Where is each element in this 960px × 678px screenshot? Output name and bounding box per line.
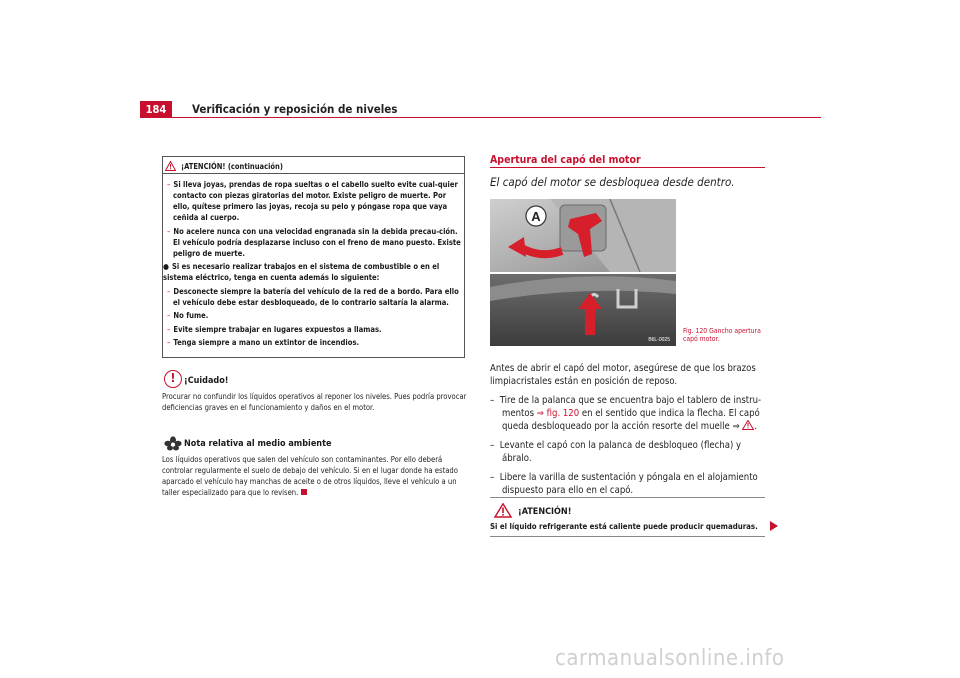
caution-text: Procurar no confundir los líquidos operativos al reponer los niveles. Pues podría provocar deficiencias graves en el funcionamiento y daños en el motor. xyxy=(162,392,467,412)
warning-subitem: – Desconecte siempre la batería del vehículo de la red de a bordo. Para ello el vehículo debe estar desbloqueado, de lo contrario saltaría la alarma. xyxy=(167,286,459,307)
environment-leaf-icon xyxy=(164,436,182,452)
warning-item: – No acelere nunca con una velocidad engranada sin la debida precau-ción. El vehículo podría desplazarse incluso con el freno de mano puesto. Existe peligro de muerte. xyxy=(167,226,461,258)
warning-subitem: – Evite siempre trabajar en lugares expuestos a llamas. xyxy=(167,324,382,334)
end-marker-icon xyxy=(301,489,307,495)
attention-box xyxy=(490,497,765,537)
warning-bullet: ● Si es necesario realizar trabajos en el sistema de combustible o en el sistema eléctrico, tenga en cuenta además lo siguiente: xyxy=(163,262,440,282)
section-title: Apertura del capó del motor xyxy=(490,154,641,166)
watermark: carmanualsonline.info xyxy=(555,646,785,671)
warning-box xyxy=(162,156,465,358)
warning-triangle-icon xyxy=(494,503,512,518)
warning-heading-text: ¡ATENCIÓN! (continuación) xyxy=(181,161,283,171)
page-number: 184 xyxy=(140,101,172,118)
step-item: – Tire de la palanca que se encuentra bajo el tablero de instru-mentos ⇒ fig. 120 en el sentido que indica la flecha. El capó queda desbloqueado por la acción resorte del muelle ⇒ . xyxy=(490,395,762,432)
step-item: – Levante el capó con la palanca de desbloqueo (flecha) y ábralo. xyxy=(490,440,742,464)
warning-subitem: – No fume. xyxy=(167,311,209,320)
environment-note-text: Los líquidos operativos que salen del vehículo son contaminantes. Por ello deberá controlar regularmente el suelo de debajo del vehículo. Si en el lugar donde ha estado aparcado el vehículo hay manchas de aceite o de otros líquidos, lleve el vehículo a un taller especializado para que lo revisen. xyxy=(162,455,458,497)
header-rule xyxy=(140,117,821,118)
figure-label-a: A xyxy=(531,209,541,224)
attention-title: ¡ATENCIÓN! xyxy=(518,507,572,517)
intro-paragraph: Antes de abrir el capó del motor, asegúrese de que los brazos limpiacristales están en posición de reposo. xyxy=(490,363,756,387)
continue-arrow-icon xyxy=(770,521,778,531)
bullet-icon: ● xyxy=(163,262,169,271)
step-item: – Libere la varilla de sustentación y póngala en el alojamiento dispuesto para ello en el capó. xyxy=(490,472,758,496)
warning-triangle-icon xyxy=(165,161,176,171)
warning-triangle-icon xyxy=(742,420,754,430)
warning-item: – Si lleva joyas, prendas de ropa sueltas o el cabello suelto evite cual-quier contacto con piezas giratorias del motor. Existe peligro de muerte. Por ello, quítese primero las joyas, recoja su pelo y póngase ropa que vaya ceñida al cuerpo. xyxy=(167,180,458,222)
instructions xyxy=(490,362,773,503)
attention-text: Si el líquido refrigerante está caliente puede producir quemaduras. xyxy=(490,522,758,531)
caution-exclamation-icon: ! xyxy=(164,370,182,388)
warning-body xyxy=(165,179,463,351)
figure-reference-link[interactable]: ⇒ fig. 120 xyxy=(536,408,580,419)
hood-release-figure xyxy=(490,199,676,346)
figure-code: B6L-0025 xyxy=(648,337,670,343)
figure-caption: Fig. 120 Gancho apertura capó motor. xyxy=(683,327,761,343)
section-subtitle: El capó del motor se desbloquea desde dentro. xyxy=(490,175,735,189)
warning-heading xyxy=(165,160,283,172)
caution-title: ¡Cuidado! xyxy=(184,376,229,386)
section-rule xyxy=(490,167,765,168)
page-title: Verificación y reposición de niveles xyxy=(192,102,398,116)
warning-heading-divider xyxy=(163,173,464,174)
environment-note-title: Nota relativa al medio ambiente xyxy=(184,439,332,449)
warning-subitem: – Tenga siempre a mano un extintor de incendios. xyxy=(167,338,360,347)
